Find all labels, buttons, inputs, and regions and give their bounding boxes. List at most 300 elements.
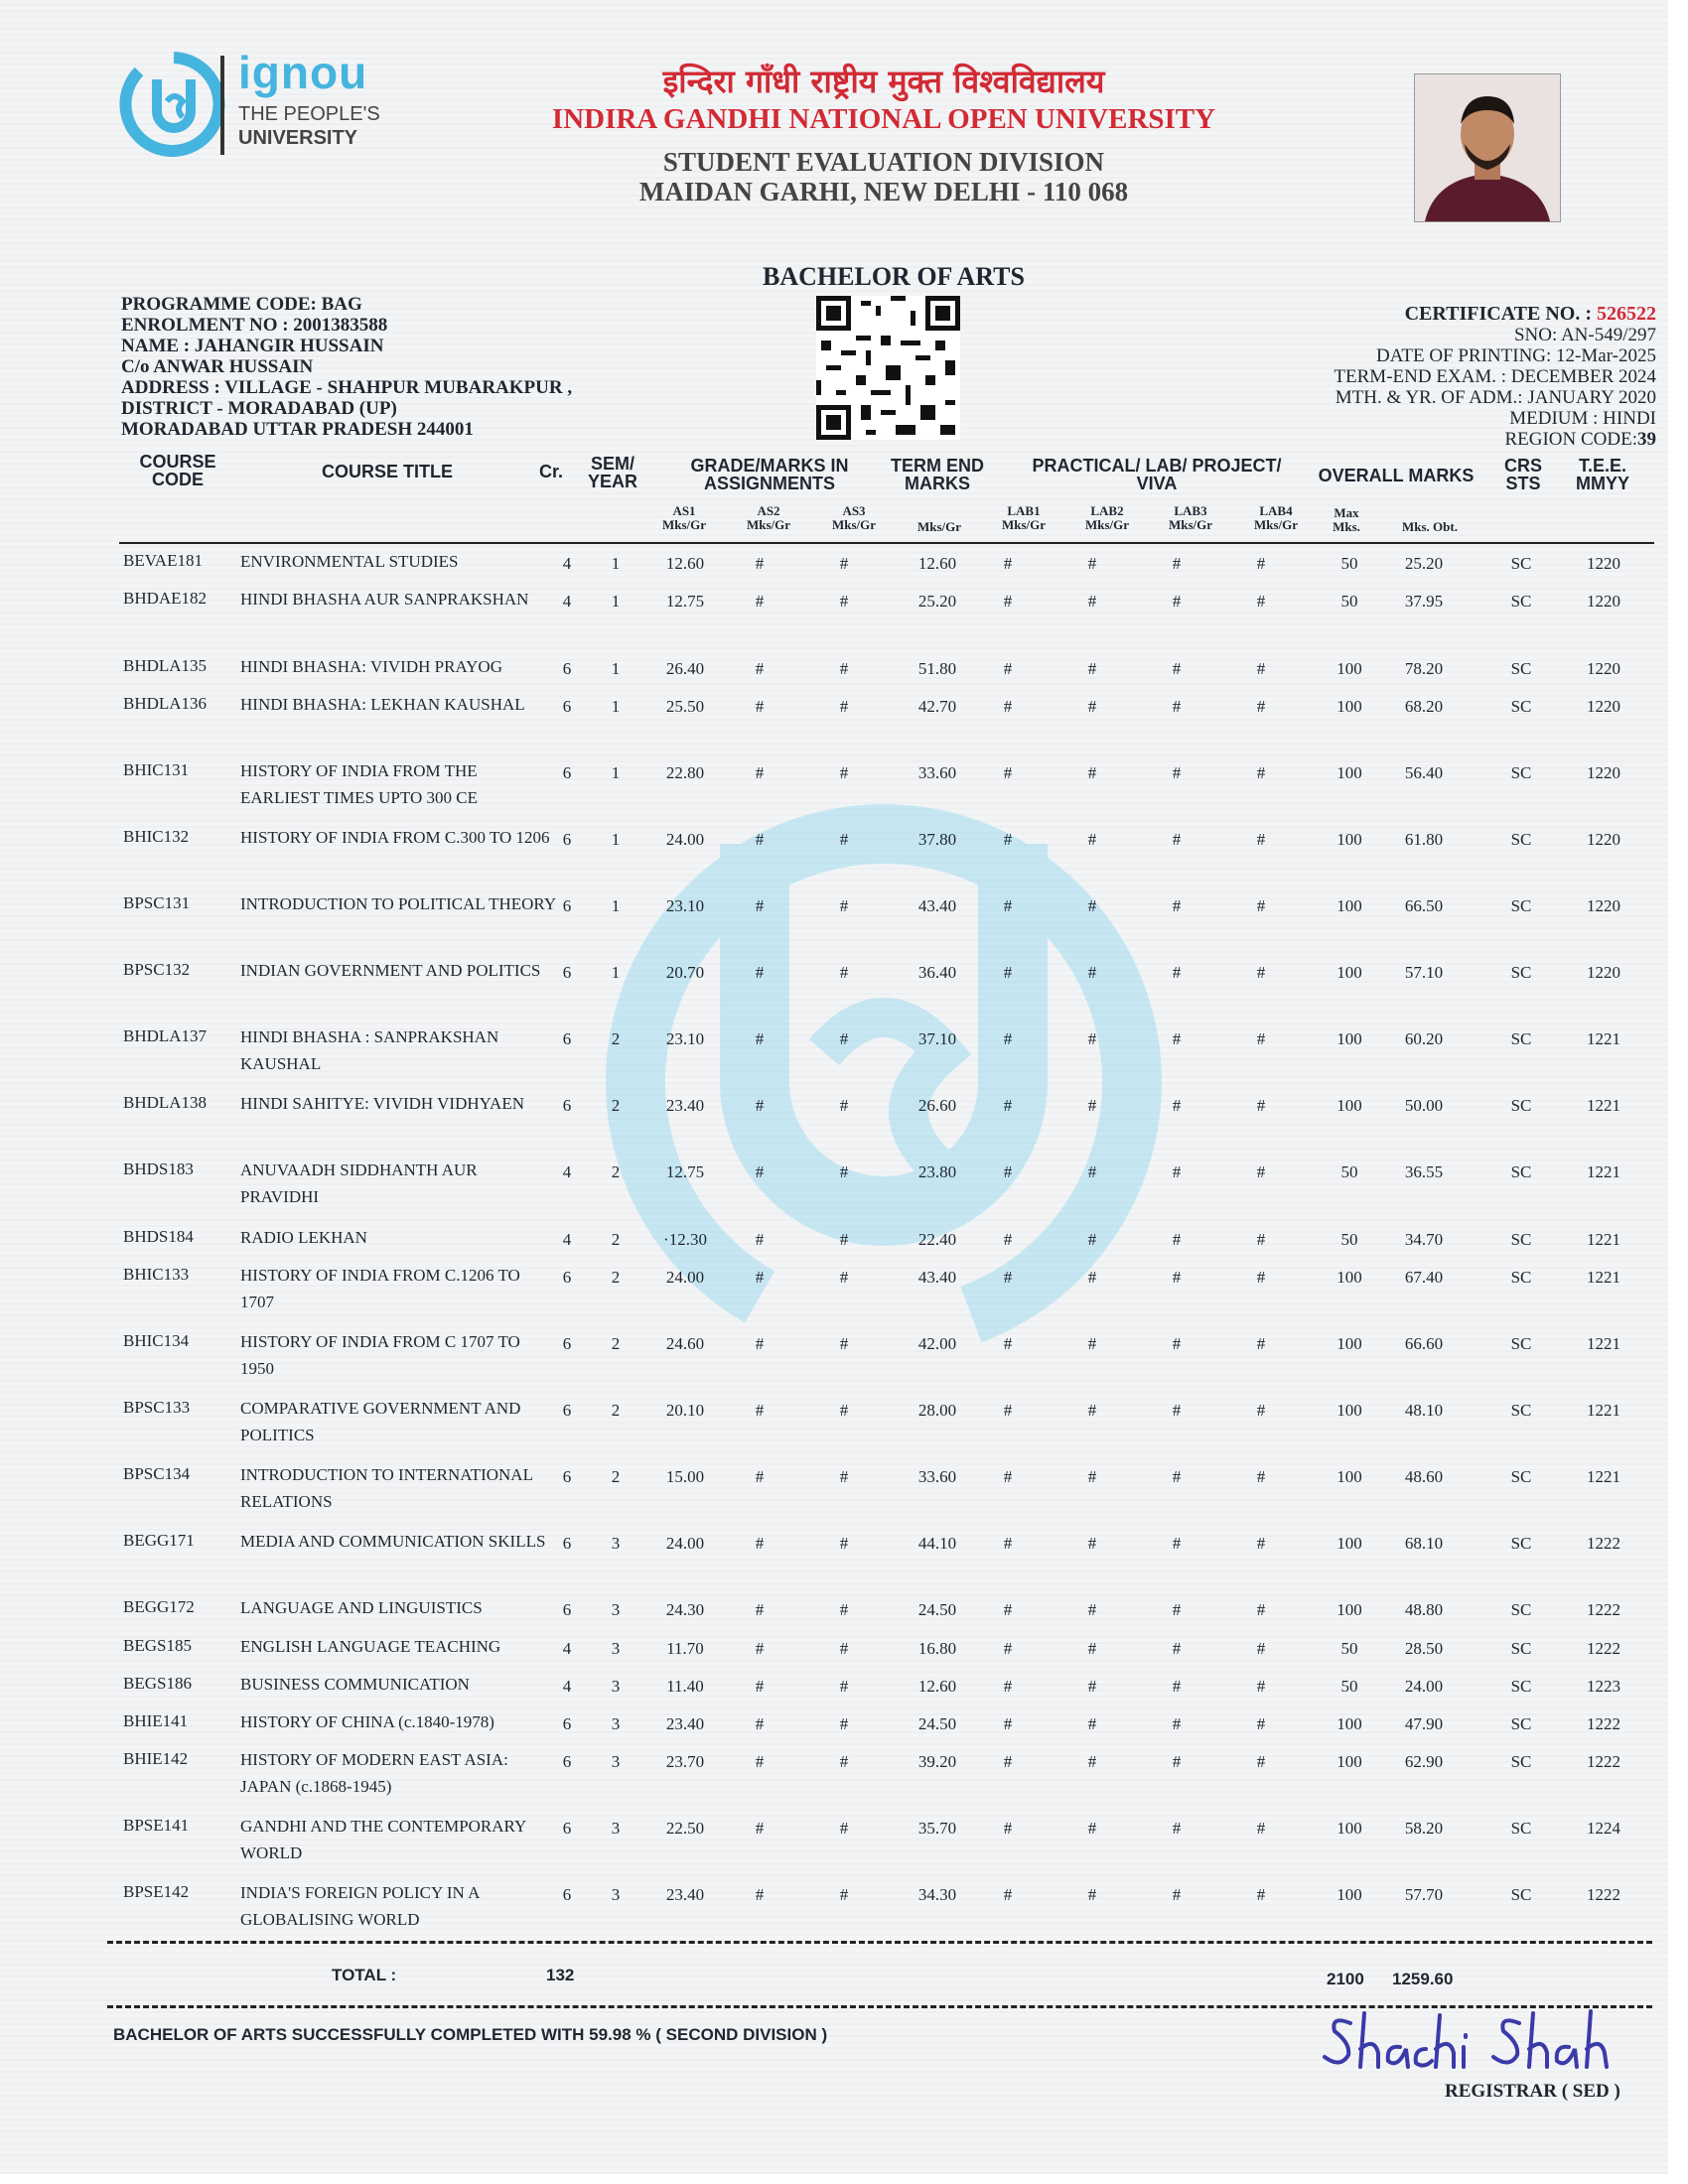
cell-lab3: # bbox=[1172, 1334, 1182, 1353]
cell-obt: 48.10 bbox=[1404, 1401, 1444, 1420]
cell-lab1: # bbox=[1003, 1268, 1013, 1287]
cell-tee: 1222 bbox=[1587, 1752, 1620, 1771]
cell-as2: # bbox=[755, 1819, 765, 1838]
cell-tee: 1222 bbox=[1587, 1714, 1620, 1733]
cell-sts: SC bbox=[1510, 1534, 1532, 1553]
cell-as2: # bbox=[755, 830, 765, 849]
cell-obt: 61.80 bbox=[1404, 830, 1444, 849]
cell-max: 50 bbox=[1340, 1162, 1358, 1181]
cell-as1: 12.60 bbox=[665, 554, 705, 573]
cell-as2: # bbox=[755, 1162, 765, 1181]
course-code: BHIC133 bbox=[123, 1265, 190, 1284]
cell-tee: 1222 bbox=[1587, 1885, 1620, 1904]
cell-lab1: # bbox=[1003, 1162, 1013, 1181]
cell-lab2: # bbox=[1087, 1819, 1097, 1838]
cell-max: 50 bbox=[1340, 592, 1358, 611]
cell-cr: 6 bbox=[562, 830, 572, 849]
course-code: BHDLA136 bbox=[123, 694, 208, 713]
cell-max: 50 bbox=[1340, 1639, 1358, 1658]
logo-tagline-1: THE PEOPLE'S bbox=[238, 103, 380, 125]
cell-obt: 60.20 bbox=[1404, 1029, 1444, 1048]
cell-obt: 48.80 bbox=[1404, 1600, 1444, 1619]
cell-cr: 4 bbox=[562, 554, 572, 573]
cell-cr: 4 bbox=[562, 1162, 572, 1181]
cell-lab3: # bbox=[1172, 1714, 1182, 1733]
ignou-watermark-icon bbox=[556, 754, 1211, 1350]
cell-sts: SC bbox=[1510, 1230, 1532, 1249]
cell-lab2: # bbox=[1087, 1401, 1097, 1420]
cell-as2: # bbox=[755, 1639, 765, 1658]
cell-as1: 25.50 bbox=[665, 697, 705, 716]
course-code: BPSC133 bbox=[123, 1398, 191, 1417]
cell-sem: 2 bbox=[611, 1467, 621, 1486]
course-code: BEVAE181 bbox=[123, 551, 203, 570]
course-code: BHDLA135 bbox=[123, 656, 208, 675]
course-code: BHIE141 bbox=[123, 1711, 189, 1730]
cell-obt: 28.50 bbox=[1404, 1639, 1444, 1658]
course-code: BHDS184 bbox=[123, 1227, 194, 1246]
cell-as2: # bbox=[755, 554, 765, 573]
cell-cr: 6 bbox=[562, 1819, 572, 1838]
term-end-exam: TERM-END EXAM. : DECEMBER 2024 bbox=[1334, 366, 1656, 387]
cell-sts: SC bbox=[1510, 697, 1532, 716]
student-name: NAME : JAHANGIR HUSSAIN bbox=[121, 336, 384, 356]
cell-sts: SC bbox=[1510, 1600, 1532, 1619]
cell-sts: SC bbox=[1510, 830, 1532, 849]
cell-as2: # bbox=[755, 1714, 765, 1733]
header-crs-sts: CRS STS bbox=[1503, 456, 1542, 493]
course-title: ENVIRONMENTAL STUDIES bbox=[240, 552, 459, 571]
cell-as2: # bbox=[755, 1401, 765, 1420]
cell-lab1: # bbox=[1003, 659, 1013, 678]
cell-lab4: # bbox=[1256, 830, 1266, 849]
cell-lab2: # bbox=[1087, 659, 1097, 678]
cell-as3: # bbox=[839, 554, 849, 573]
subheader-as2: AS2 Mks/Gr bbox=[746, 503, 791, 532]
cell-lab1: # bbox=[1003, 963, 1013, 982]
cell-cr: 4 bbox=[562, 1677, 572, 1696]
cell-as1: 24.30 bbox=[665, 1600, 705, 1619]
course-title: INDIAN GOVERNMENT AND POLITICS bbox=[240, 961, 541, 980]
cell-cr: 6 bbox=[562, 1029, 572, 1048]
cell-sem: 2 bbox=[611, 1029, 621, 1048]
cell-sem: 2 bbox=[611, 1162, 621, 1181]
cell-lab1: # bbox=[1003, 1534, 1013, 1553]
course-code: BPSC134 bbox=[123, 1464, 191, 1483]
address-line-3: MORADABAD UTTAR PRADESH 244001 bbox=[121, 419, 474, 440]
cell-as2: # bbox=[755, 592, 765, 611]
course-title: INTRODUCTION TO INTERNATIONAL RELATIONS bbox=[240, 1465, 533, 1511]
cell-lab1: # bbox=[1003, 1230, 1013, 1249]
cell-as1: 24.00 bbox=[665, 1268, 705, 1287]
cell-lab2: # bbox=[1087, 1029, 1097, 1048]
header-practical: PRACTICAL/ LAB/ PROJECT/ VIVA bbox=[1032, 456, 1282, 493]
subheader-lab2: LAB2 Mks/Gr bbox=[1084, 503, 1130, 532]
course-code: BEGG171 bbox=[123, 1531, 195, 1550]
cell-as3: # bbox=[839, 896, 849, 915]
cell-lab3: # bbox=[1172, 896, 1182, 915]
header-overall: OVERALL MARKS bbox=[1318, 466, 1475, 485]
cell-sem: 3 bbox=[611, 1677, 621, 1696]
cell-lab4: # bbox=[1256, 1268, 1266, 1287]
cell-lab1: # bbox=[1003, 1885, 1013, 1904]
cell-obt: 62.90 bbox=[1404, 1752, 1444, 1771]
cell-lab2: # bbox=[1087, 763, 1097, 782]
cell-lab2: # bbox=[1087, 896, 1097, 915]
cell-cr: 6 bbox=[562, 1534, 572, 1553]
cell-max: 100 bbox=[1336, 963, 1362, 982]
cell-lab1: # bbox=[1003, 1029, 1013, 1048]
cell-as3: # bbox=[839, 697, 849, 716]
cell-sem: 3 bbox=[611, 1714, 621, 1733]
cell-obt: 47.90 bbox=[1404, 1714, 1444, 1733]
header-course-code: COURSE CODE bbox=[139, 452, 216, 489]
cell-te: 16.80 bbox=[917, 1639, 957, 1658]
cell-cr: 4 bbox=[562, 592, 572, 611]
cell-as3: # bbox=[839, 1096, 849, 1115]
cell-lab3: # bbox=[1172, 1096, 1182, 1115]
cell-as2: # bbox=[755, 763, 765, 782]
admission-date: MTH. & YR. OF ADM.: JANUARY 2020 bbox=[1335, 387, 1656, 408]
cell-tee: 1221 bbox=[1587, 1268, 1620, 1287]
course-title: INDIA'S FOREIGN POLICY IN A GLOBALISING WORLD bbox=[240, 1883, 480, 1929]
cell-as1: 24.00 bbox=[665, 1534, 705, 1553]
cell-cr: 6 bbox=[562, 659, 572, 678]
cell-as1: 20.10 bbox=[665, 1401, 705, 1420]
cell-obt: 48.60 bbox=[1404, 1467, 1444, 1486]
cell-max: 100 bbox=[1336, 1600, 1362, 1619]
cell-tee: 1220 bbox=[1587, 697, 1620, 716]
course-code: BPSE142 bbox=[123, 1882, 190, 1901]
cell-sem: 2 bbox=[611, 1096, 621, 1115]
cell-as2: # bbox=[755, 1029, 765, 1048]
cell-as1: 12.75 bbox=[665, 1162, 705, 1181]
cell-cr: 6 bbox=[562, 1600, 572, 1619]
cell-max: 100 bbox=[1336, 1096, 1362, 1115]
cell-cr: 6 bbox=[562, 1752, 572, 1771]
cell-lab3: # bbox=[1172, 1467, 1182, 1486]
course-code: BHIC131 bbox=[123, 760, 190, 779]
cell-obt: 66.60 bbox=[1404, 1334, 1444, 1353]
cell-as3: # bbox=[839, 1029, 849, 1048]
cell-as3: # bbox=[839, 1752, 849, 1771]
cell-max: 100 bbox=[1336, 1752, 1362, 1771]
cell-cr: 6 bbox=[562, 763, 572, 782]
course-code: BHDAE182 bbox=[123, 589, 208, 608]
cell-tee: 1220 bbox=[1587, 896, 1620, 915]
cell-as3: # bbox=[839, 1268, 849, 1287]
logo-wordmark: ignou bbox=[238, 47, 368, 98]
ignou-logo-icon bbox=[119, 50, 228, 159]
programme-code: PROGRAMME CODE: BAG bbox=[121, 294, 362, 315]
subheader-obtained: Mks. Obt. bbox=[1402, 519, 1458, 534]
division-name: STUDENT EVALUATION DIVISION bbox=[662, 147, 1105, 177]
total-obtained-marks: 1259.60 bbox=[1392, 1970, 1454, 1988]
cell-te: 26.60 bbox=[917, 1096, 957, 1115]
cell-as3: # bbox=[839, 1819, 849, 1838]
cell-as3: # bbox=[839, 1639, 849, 1658]
cell-cr: 4 bbox=[562, 1639, 572, 1658]
cell-lab3: # bbox=[1172, 963, 1182, 982]
cell-as3: # bbox=[839, 1230, 849, 1249]
cell-sem: 1 bbox=[611, 763, 621, 782]
cell-lab2: # bbox=[1087, 830, 1097, 849]
cell-lab2: # bbox=[1087, 1752, 1097, 1771]
cell-lab3: # bbox=[1172, 1401, 1182, 1420]
totals-rule-top bbox=[107, 1941, 1652, 1944]
cell-sts: SC bbox=[1510, 1162, 1532, 1181]
cell-sts: SC bbox=[1510, 1885, 1532, 1904]
cell-sem: 3 bbox=[611, 1534, 621, 1553]
cell-sem: 1 bbox=[611, 896, 621, 915]
cell-sts: SC bbox=[1510, 763, 1532, 782]
cell-as2: # bbox=[755, 1600, 765, 1619]
cell-tee: 1221 bbox=[1587, 1162, 1620, 1181]
cell-as1: 22.50 bbox=[665, 1819, 705, 1838]
cell-cr: 6 bbox=[562, 1096, 572, 1115]
subheader-lab4: LAB4 Mks/Gr bbox=[1253, 503, 1299, 532]
cell-cr: 6 bbox=[562, 1334, 572, 1353]
cell-sts: SC bbox=[1510, 1819, 1532, 1838]
cell-tee: 1220 bbox=[1587, 963, 1620, 982]
cell-tee: 1220 bbox=[1587, 554, 1620, 573]
course-title: COMPARATIVE GOVERNMENT AND POLITICS bbox=[240, 1399, 521, 1444]
cell-lab4: # bbox=[1256, 1230, 1266, 1249]
cell-max: 100 bbox=[1336, 763, 1362, 782]
serial-number: SNO: AN-549/297 bbox=[1513, 325, 1656, 345]
course-title: HISTORY OF MODERN EAST ASIA: JAPAN (c.1868-1945) bbox=[240, 1750, 508, 1796]
cell-lab3: # bbox=[1172, 1534, 1182, 1553]
cell-lab2: # bbox=[1087, 1230, 1097, 1249]
cell-lab1: # bbox=[1003, 1714, 1013, 1733]
cell-as1: 23.40 bbox=[665, 1096, 705, 1115]
cell-as3: # bbox=[839, 1467, 849, 1486]
cell-te: 51.80 bbox=[917, 659, 957, 678]
course-title: HISTORY OF INDIA FROM C.300 TO 1206 bbox=[240, 828, 550, 847]
course-code: BEGG172 bbox=[123, 1597, 195, 1616]
cell-as3: # bbox=[839, 763, 849, 782]
cell-obt: 68.10 bbox=[1404, 1534, 1444, 1553]
course-title: HINDI BHASHA: VIVIDH PRAYOG bbox=[240, 657, 502, 676]
cell-lab3: # bbox=[1172, 830, 1182, 849]
cell-as2: # bbox=[755, 1752, 765, 1771]
cell-lab2: # bbox=[1087, 1096, 1097, 1115]
cell-lab3: # bbox=[1172, 1029, 1182, 1048]
header-rule bbox=[119, 542, 1654, 544]
cell-lab1: # bbox=[1003, 896, 1013, 915]
cell-tee: 1222 bbox=[1587, 1600, 1620, 1619]
cell-as1: 24.00 bbox=[665, 830, 705, 849]
total-credits: 132 bbox=[546, 1966, 575, 1984]
cell-obt: 78.20 bbox=[1404, 659, 1444, 678]
cell-max: 100 bbox=[1336, 659, 1362, 678]
cell-lab2: # bbox=[1087, 1714, 1097, 1733]
cell-lab3: # bbox=[1172, 1677, 1182, 1696]
cell-as2: # bbox=[755, 1885, 765, 1904]
cell-lab1: # bbox=[1003, 1677, 1013, 1696]
cell-as1: 20.70 bbox=[665, 963, 705, 982]
cell-as3: # bbox=[839, 1162, 849, 1181]
course-code: BHDLA137 bbox=[123, 1026, 208, 1045]
medium: MEDIUM : HINDI bbox=[1509, 408, 1656, 429]
cell-lab2: # bbox=[1087, 1268, 1097, 1287]
cell-te: 37.80 bbox=[917, 830, 957, 849]
cell-max: 100 bbox=[1336, 1029, 1362, 1048]
header-credits: Cr. bbox=[538, 462, 563, 481]
cell-lab1: # bbox=[1003, 1600, 1013, 1619]
cell-lab3: # bbox=[1172, 1600, 1182, 1619]
cell-obt: 34.70 bbox=[1404, 1230, 1444, 1249]
course-title: HISTORY OF INDIA FROM C 1707 TO 1950 bbox=[240, 1332, 520, 1378]
cell-tee: 1221 bbox=[1587, 1096, 1620, 1115]
cell-as3: # bbox=[839, 659, 849, 678]
course-title: INTRODUCTION TO POLITICAL THEORY bbox=[240, 894, 557, 913]
cell-max: 100 bbox=[1336, 896, 1362, 915]
university-name-hindi: इन्दिरा गाँधी राष्ट्रीय मुक्त विश्वविद्यालय bbox=[662, 63, 1105, 100]
cell-lab4: # bbox=[1256, 963, 1266, 982]
cell-as1: 11.70 bbox=[666, 1639, 704, 1658]
cell-lab2: # bbox=[1087, 592, 1097, 611]
cell-te: 36.40 bbox=[917, 963, 957, 982]
cell-as1: 23.10 bbox=[665, 1029, 705, 1048]
cell-lab4: # bbox=[1256, 1334, 1266, 1353]
cell-lab4: # bbox=[1256, 763, 1266, 782]
course-title: ENGLISH LANGUAGE TEACHING bbox=[240, 1637, 501, 1656]
course-code: BEGS186 bbox=[123, 1674, 192, 1693]
cell-lab3: # bbox=[1172, 1268, 1182, 1287]
cell-te: 34.30 bbox=[917, 1885, 957, 1904]
cell-as3: # bbox=[839, 1600, 849, 1619]
cell-as3: # bbox=[839, 1714, 849, 1733]
qr-code-icon bbox=[816, 296, 960, 440]
cell-lab4: # bbox=[1256, 1885, 1266, 1904]
cell-as2: # bbox=[755, 659, 765, 678]
university-name-english: INDIRA GANDHI NATIONAL OPEN UNIVERSITY bbox=[551, 103, 1216, 135]
cell-lab1: # bbox=[1003, 1401, 1013, 1420]
cell-obt: 68.20 bbox=[1404, 697, 1444, 716]
header-assignments: GRADE/MARKS IN ASSIGNMENTS bbox=[690, 456, 849, 493]
cell-lab1: # bbox=[1003, 763, 1013, 782]
cell-te: 25.20 bbox=[917, 592, 957, 611]
cell-as2: # bbox=[755, 1677, 765, 1696]
cell-sts: SC bbox=[1510, 896, 1532, 915]
cell-tee: 1220 bbox=[1587, 763, 1620, 782]
course-title: RADIO LEKHAN bbox=[240, 1228, 367, 1247]
cell-lab3: # bbox=[1172, 763, 1182, 782]
certificate-info bbox=[1142, 304, 1656, 450]
cell-lab4: # bbox=[1256, 659, 1266, 678]
header-term-end: TERM END MARKS bbox=[891, 456, 984, 493]
cell-sts: SC bbox=[1510, 1677, 1532, 1696]
cell-max: 100 bbox=[1336, 1819, 1362, 1838]
cell-max: 100 bbox=[1336, 1334, 1362, 1353]
course-title: GANDHI AND THE CONTEMPORARY WORLD bbox=[240, 1817, 526, 1862]
cell-lab4: # bbox=[1256, 1714, 1266, 1733]
registrar-signature bbox=[1321, 2005, 1668, 2075]
cell-lab2: # bbox=[1087, 1885, 1097, 1904]
course-code: BHIC134 bbox=[123, 1331, 190, 1350]
cell-lab1: # bbox=[1003, 697, 1013, 716]
cell-sts: SC bbox=[1510, 659, 1532, 678]
cell-lab4: # bbox=[1256, 554, 1266, 573]
subheader-lab3: LAB3 Mks/Gr bbox=[1168, 503, 1213, 532]
cell-te: 43.40 bbox=[917, 896, 957, 915]
certificate-number: CERTIFICATE NO. : 526522 bbox=[1404, 303, 1656, 325]
cell-lab4: # bbox=[1256, 592, 1266, 611]
cell-tee: 1221 bbox=[1587, 1334, 1620, 1353]
cell-cr: 6 bbox=[562, 896, 572, 915]
cell-as3: # bbox=[839, 1334, 849, 1353]
cell-te: 22.40 bbox=[917, 1230, 957, 1249]
cell-lab2: # bbox=[1087, 554, 1097, 573]
cell-lab4: # bbox=[1256, 896, 1266, 915]
cell-lab3: # bbox=[1172, 1885, 1182, 1904]
cell-as3: # bbox=[839, 592, 849, 611]
cell-lab2: # bbox=[1087, 963, 1097, 982]
cell-as1: 23.40 bbox=[665, 1714, 705, 1733]
cell-sts: SC bbox=[1510, 554, 1532, 573]
course-title: HISTORY OF INDIA FROM THE EARLIEST TIMES UPTO 300 CE bbox=[240, 761, 478, 807]
cell-lab3: # bbox=[1172, 659, 1182, 678]
cell-lab1: # bbox=[1003, 592, 1013, 611]
cell-tee: 1221 bbox=[1587, 1029, 1620, 1048]
logo-tagline-2: UNIVERSITY bbox=[238, 127, 358, 149]
cell-as1: 23.10 bbox=[665, 896, 705, 915]
cell-te: 33.60 bbox=[917, 1467, 957, 1486]
cell-as2: # bbox=[755, 963, 765, 982]
cell-te: 12.60 bbox=[917, 1677, 957, 1696]
cell-sem: 1 bbox=[611, 554, 621, 573]
cell-cr: 6 bbox=[562, 1268, 572, 1287]
cell-max: 100 bbox=[1336, 830, 1362, 849]
cell-sts: SC bbox=[1510, 1268, 1532, 1287]
cell-as1: 15.00 bbox=[665, 1467, 705, 1486]
cell-lab4: # bbox=[1256, 1096, 1266, 1115]
course-title: HISTORY OF INDIA FROM C.1206 TO 1707 bbox=[240, 1266, 520, 1311]
cell-sem: 2 bbox=[611, 1401, 621, 1420]
cell-sem: 3 bbox=[611, 1639, 621, 1658]
cell-lab4: # bbox=[1256, 1677, 1266, 1696]
cell-lab3: # bbox=[1172, 1162, 1182, 1181]
cell-as2: # bbox=[755, 1230, 765, 1249]
cell-sem: 1 bbox=[611, 830, 621, 849]
cell-cr: 6 bbox=[562, 1885, 572, 1904]
cell-te: 33.60 bbox=[917, 763, 957, 782]
cell-lab3: # bbox=[1172, 1230, 1182, 1249]
programme-title: BACHELOR OF ARTS bbox=[763, 262, 1025, 291]
cell-obt: 36.55 bbox=[1404, 1162, 1444, 1181]
cell-as2: # bbox=[755, 1334, 765, 1353]
header-sem-year: SEM/ YEAR bbox=[587, 454, 637, 491]
cell-as3: # bbox=[839, 1401, 849, 1420]
cell-lab4: # bbox=[1256, 1029, 1266, 1048]
cell-lab1: # bbox=[1003, 1096, 1013, 1115]
cell-obt: 50.00 bbox=[1404, 1096, 1444, 1115]
cell-lab3: # bbox=[1172, 1639, 1182, 1658]
cell-te: 28.00 bbox=[917, 1401, 957, 1420]
cell-tee: 1222 bbox=[1587, 1534, 1620, 1553]
cell-as2: # bbox=[755, 1534, 765, 1553]
student-info bbox=[121, 294, 572, 440]
cell-as3: # bbox=[839, 830, 849, 849]
course-code: BPSE141 bbox=[123, 1816, 190, 1835]
cell-obt: 57.10 bbox=[1404, 963, 1444, 982]
cell-lab2: # bbox=[1087, 1534, 1097, 1553]
subheader-lab1: LAB1 Mks/Gr bbox=[1001, 503, 1047, 532]
cell-lab1: # bbox=[1003, 830, 1013, 849]
cell-as2: # bbox=[755, 1268, 765, 1287]
cell-cr: 6 bbox=[562, 1714, 572, 1733]
